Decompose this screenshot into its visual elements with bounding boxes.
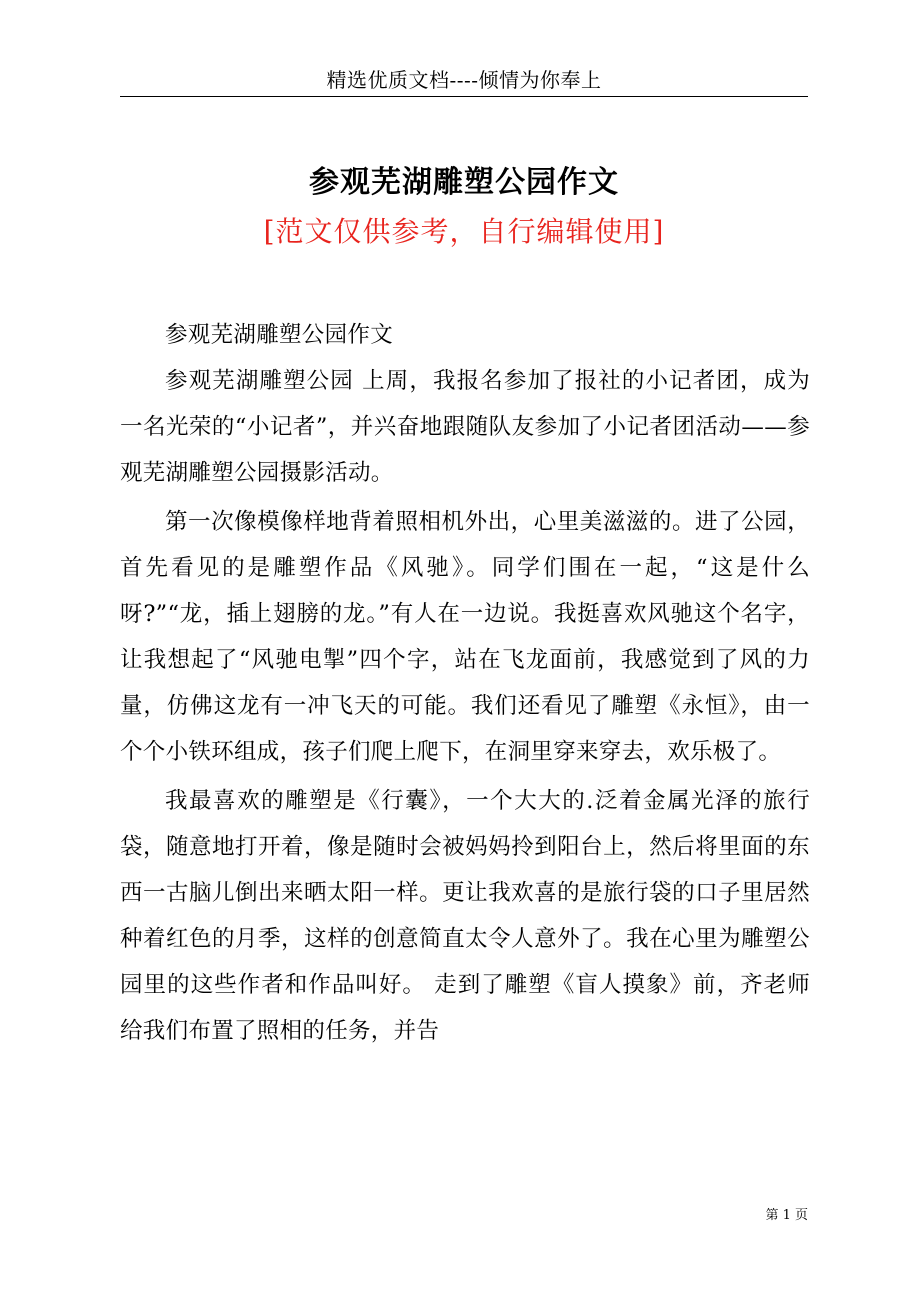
paragraph-heading: 参观芜湖雕塑公园作文	[165, 322, 394, 348]
document-title: 参观芜湖雕塑公园作文	[309, 165, 619, 200]
document-body	[120, 312, 810, 1054]
document-subtitle: [范文仅供参考，自行编辑使用]	[263, 215, 665, 248]
page-header: 精选优质文档----倾情为你奉上	[326, 68, 602, 92]
page-number: 第 1 页	[765, 1208, 808, 1223]
paragraph: 第一次像模像样地背着照相机外出，心里美滋滋的。进了公园，首先看见的是雕塑作品《风驰》。同学们围在一起，“这是什么呀?”“龙，插上翅膀的龙。”有人在一边说。我挺喜欢风驰这个名字，让我想起了“风驰电掣”四个字，站在飞龙面前，我感觉到了风的力量，仿佛这龙有一冲飞天的可能。我们还看见了雕塑《永恒》，由一个个小铁环组成，孩子们爬上爬下，在洞里穿来穿去，欢乐极了。	[120, 509, 810, 765]
paragraph: 我最喜欢的雕塑是《行囊》，一个大大的.泛着金属光泽的旅行袋，随意地打开着，像是随时会被妈妈拎到阳台上，然后将里面的东西一古脑儿倒出来晒太阳一样。更让我欢喜的是旅行袋的口子里居然种着红色的月季，这样的创意简直太令人意外了。我在心里为雕塑公园里的这些作者和作品叫好。 走到了雕塑《盲人摸象》前，齐老师给我们布置了照相的任务，并告	[120, 788, 810, 1044]
header-divider	[120, 96, 808, 97]
paragraph: 参观芜湖雕塑公园 上周，我报名参加了报社的小记者团，成为一名光荣的“小记者”，并兴奋地跟随队友参加了小记者团活动——参观芜湖雕塑公园摄影活动。	[120, 368, 810, 486]
